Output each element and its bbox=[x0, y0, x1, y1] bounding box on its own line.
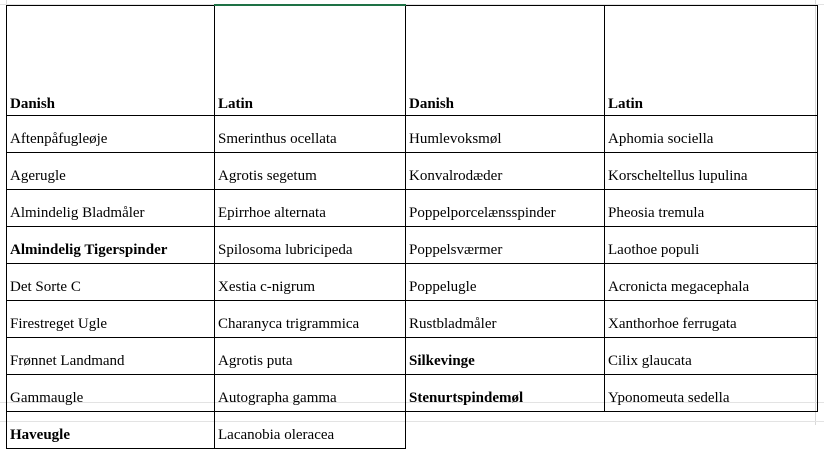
cell-danish[interactable]: Det Sorte C bbox=[7, 264, 215, 301]
header-danish-1[interactable]: Danish bbox=[7, 5, 215, 116]
cell-danish[interactable]: Konvalrodæder bbox=[406, 153, 605, 190]
cell-danish[interactable]: Stenurtspindemøl bbox=[406, 375, 605, 412]
cell-danish[interactable]: Almindelig Tigerspinder bbox=[7, 227, 215, 264]
cell-danish[interactable]: Poppelsværmer bbox=[406, 227, 605, 264]
cell-danish[interactable]: Silkevinge bbox=[406, 338, 605, 375]
table-row bbox=[7, 227, 818, 264]
cell-danish[interactable]: Firestreget Ugle bbox=[7, 301, 215, 338]
cell-danish[interactable]: Rustbladmåler bbox=[406, 301, 605, 338]
cell-empty[interactable] bbox=[605, 412, 818, 449]
cell-danish[interactable]: Humlevoksmøl bbox=[406, 116, 605, 153]
cell-latin[interactable]: Agrotis segetum bbox=[215, 153, 406, 190]
header-latin-1[interactable]: Latin bbox=[215, 5, 406, 116]
cell-latin[interactable]: Spilosoma lubricipeda bbox=[215, 227, 406, 264]
cell-danish[interactable]: Aftenpåfugleøje bbox=[7, 116, 215, 153]
cell-latin[interactable]: Xestia c-nigrum bbox=[215, 264, 406, 301]
table-row bbox=[7, 301, 818, 338]
cell-latin[interactable]: Pheosia tremula bbox=[605, 190, 818, 227]
cell-latin[interactable]: Autographa gamma bbox=[215, 375, 406, 412]
cell-latin[interactable]: Agrotis puta bbox=[215, 338, 406, 375]
cell-danish[interactable]: Gammaugle bbox=[7, 375, 215, 412]
cell-danish[interactable]: Frønnet Landmand bbox=[7, 338, 215, 375]
cell-danish[interactable]: Haveugle bbox=[7, 412, 215, 449]
cell-latin[interactable]: Acronicta megacephala bbox=[605, 264, 818, 301]
cell-empty[interactable] bbox=[406, 412, 605, 449]
cell-danish[interactable]: Poppelugle bbox=[406, 264, 605, 301]
table-row bbox=[7, 153, 818, 190]
header-row bbox=[7, 5, 818, 116]
table-row bbox=[7, 412, 818, 449]
table-row bbox=[7, 375, 818, 412]
species-table bbox=[6, 4, 818, 449]
cell-latin[interactable]: Cilix glaucata bbox=[605, 338, 818, 375]
cell-latin[interactable]: Lacanobia oleracea bbox=[215, 412, 406, 449]
header-danish-2[interactable]: Danish bbox=[406, 5, 605, 116]
table-row bbox=[7, 116, 818, 153]
cell-latin[interactable]: Yponomeuta sedella bbox=[605, 375, 818, 412]
cell-danish[interactable]: Poppelporcelænsspinder bbox=[406, 190, 605, 227]
cell-danish[interactable]: Agerugle bbox=[7, 153, 215, 190]
cell-latin[interactable]: Charanyca trigrammica bbox=[215, 301, 406, 338]
cell-latin[interactable]: Aphomia sociella bbox=[605, 116, 818, 153]
cell-latin[interactable]: Epirrhoe alternata bbox=[215, 190, 406, 227]
cell-latin[interactable]: Xanthorhoe ferrugata bbox=[605, 301, 818, 338]
cell-latin[interactable]: Laothoe populi bbox=[605, 227, 818, 264]
cell-latin[interactable]: Korscheltellus lupulina bbox=[605, 153, 818, 190]
cell-danish[interactable]: Almindelig Bladmåler bbox=[7, 190, 215, 227]
table-row bbox=[7, 338, 818, 375]
header-latin-2[interactable]: Latin bbox=[605, 5, 818, 116]
cell-latin[interactable]: Smerinthus ocellata bbox=[215, 116, 406, 153]
table-row bbox=[7, 190, 818, 227]
table-row bbox=[7, 264, 818, 301]
